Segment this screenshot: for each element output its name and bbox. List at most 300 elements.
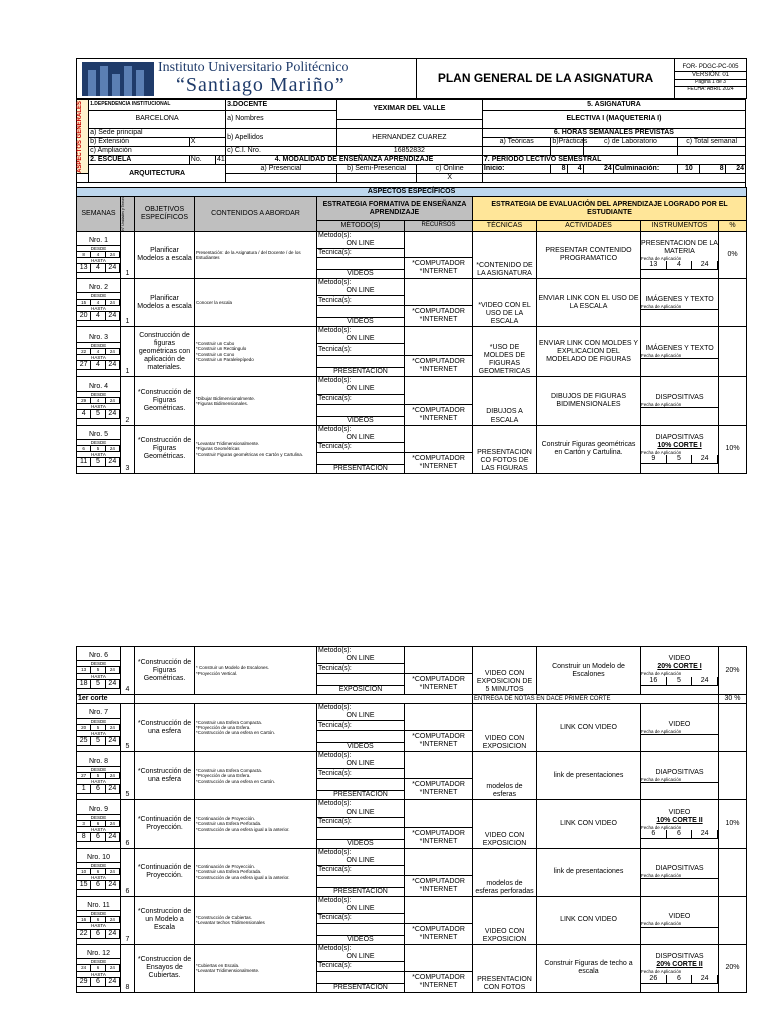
tecnica-label: Tecnica(s): — [317, 913, 405, 923]
fecha-aplicacion-date-part: 5 — [667, 677, 693, 686]
corte-text: ENTREGA DE NOTAS EN DACE PRIMER CORTE — [473, 695, 719, 704]
estrategia-evaluacion-header: ESTRATEGIA DE EVALUACIÓN DEL APRENDIZAJE LOGRADO POR EL ESTUDIANTE — [473, 197, 747, 220]
fecha-aplicacion-date-part: 24 — [692, 261, 718, 270]
week-start-date-part: 4 — [91, 252, 105, 258]
metodo-label — [317, 944, 405, 961]
week-start-date-part: 4 — [91, 398, 105, 404]
metodo-label-text: Metodo(s): — [318, 704, 352, 712]
instrumento-text: DIAPOSITIVAS — [655, 433, 704, 441]
content-text: *Dibujar Bidimensionalmente. *Figuras Bidimensionales. — [195, 377, 317, 425]
method-tecnica-value: PRESENTACION — [317, 791, 405, 800]
week-start-date — [77, 667, 120, 673]
instrumento-cell — [641, 704, 719, 752]
unit-number — [121, 231, 135, 278]
unit-number-text: 2 — [125, 416, 130, 424]
docente-names: YEXIMAR DEL VALLE — [336, 100, 482, 120]
unit-number-text: 1 — [125, 318, 130, 326]
content-text: *Levantar Tridimensionalmente. *Figuras Geométricas *Construir Figuras geométricas en Cartón y Cartulina. — [195, 425, 317, 473]
fecha-aplicacion-label: Fecha de Aplicación — [641, 255, 682, 261]
week-start-date-part: 5 — [91, 446, 105, 452]
content-text: *Construir una Esfera Compacta. *Proyección de una Esfera. *Construcción de una esfera en Cartón. — [195, 752, 317, 800]
metodo-label — [317, 647, 405, 664]
hasta-label: HASTA — [77, 404, 120, 410]
metodo-label — [317, 800, 405, 817]
fecha-aplicacion-date-part — [667, 734, 693, 735]
week-cell — [77, 896, 121, 944]
method-tecnica-value: VIDEOS — [317, 416, 405, 425]
recursos-text: *COMPUTADOR *INTERNET — [405, 731, 473, 752]
dependency-label: 1.DEPENDENCIA INSTITUCIONAL — [89, 100, 226, 111]
fecha-aplicacion-date-part: 9 — [641, 455, 667, 464]
week-cell — [77, 425, 121, 473]
content-text: *Continuación de Proyección. *Construir una Esfera Perforada. *Construcción de una esfera igual a la anterior. — [195, 848, 317, 896]
tecnica-label: Tecnica(s): — [317, 865, 405, 875]
content-text: *Continuación de Proyección. *Construir una Esfera Perforada. *Construcción de una esfera igual a la anterior. — [195, 800, 317, 848]
actividades-header: ACTIVIDADES — [537, 220, 641, 231]
percentage-text — [719, 377, 747, 425]
percentage-text: 20% — [719, 647, 747, 695]
fecha-aplicacion-label: Fecha de Aplicación — [641, 824, 682, 830]
hasta-label: HASTA — [77, 674, 120, 680]
unit-number — [121, 896, 135, 944]
tecnica-text: DIBUJOS A ESCALA — [473, 377, 537, 425]
online-text: ON LINE — [346, 952, 375, 960]
fecha-aplicacion-label: Fecha de Aplicación — [641, 921, 682, 927]
week-end-date-part: 25 — [77, 737, 91, 746]
method-tecnica-value: VIDEOS — [317, 318, 405, 327]
week-end-date — [77, 680, 120, 689]
fecha-aplicacion-date-part — [641, 734, 667, 735]
fecha-aplicacion-date — [641, 407, 718, 408]
inicio-label: Inicio: — [482, 165, 550, 174]
fecha-aplicacion-date — [641, 830, 718, 839]
week-end-date — [77, 737, 120, 746]
week-start-date-part: 24 — [106, 667, 120, 673]
percentage-text: 10% — [719, 425, 747, 473]
actividad-text: LINK CON VIDEO — [537, 704, 641, 752]
week-end-date — [77, 881, 120, 890]
objective-text: *Construccion de Ensayos de Cubiertas. — [135, 944, 195, 992]
objective-text: *Construcción de una esfera — [135, 704, 195, 752]
week-start-date-part: 3 — [77, 821, 91, 827]
objective-text: *Construccion de un Modelo a Escala — [135, 896, 195, 944]
week-end-date-part: 8 — [77, 833, 91, 842]
instrumento-text: DISPOSITIVAS — [655, 393, 704, 401]
recursos-blank — [405, 231, 473, 257]
unit-number — [121, 944, 135, 992]
no-label: No. — [189, 156, 215, 165]
laboratorio-label: c) de Laboratorio — [583, 138, 678, 147]
specific-aspects-table — [76, 187, 747, 473]
online-text: ON LINE — [346, 287, 375, 295]
instrumento-text: VIDEO — [668, 913, 691, 921]
fecha-aplicacion-date-part — [641, 878, 667, 879]
week-end-date-part: 24 — [106, 361, 120, 370]
fecha-aplicacion-date-part — [641, 782, 667, 783]
extension-label: b) Extensión — [89, 138, 190, 147]
week-end-date-part: 4 — [77, 410, 91, 419]
week-start-date-part: 13 — [77, 667, 91, 673]
instrumento-cell — [641, 752, 719, 800]
fecha-aplicacion-date — [641, 358, 718, 359]
hasta-label: HASTA — [77, 258, 120, 264]
fecha-aplicacion-label: Fecha de Aplicación — [641, 969, 682, 975]
fecha-aplicacion-date-part: 24 — [692, 830, 718, 839]
recursos-text: *COMPUTADOR *INTERNET — [405, 971, 473, 992]
week-end-date-part: 4 — [91, 264, 105, 273]
week-start-date-part: 6 — [91, 821, 105, 827]
fecha-aplicacion-date-part — [641, 358, 667, 359]
recursos-blank — [405, 800, 473, 827]
sede-label: a) Sede principal — [89, 129, 226, 138]
method-blank — [317, 306, 405, 318]
no-value: 41 — [216, 156, 225, 164]
metodo-label — [317, 848, 405, 865]
fecha-aplicacion-date — [641, 734, 718, 735]
week-end-date-part: 29 — [77, 978, 91, 987]
tecnica-text: modelos de esferas perforadas — [473, 848, 537, 896]
actividad-text: ENVIAR LINK CON MOLDES Y EXPLICACION DEL MODELADO DE FIGURAS — [537, 327, 641, 377]
week-end-date — [77, 978, 120, 987]
week-cell — [77, 647, 121, 695]
week-end-date-part: 24 — [106, 881, 120, 890]
tecnica-text: VIDEO CON EXPOSICION — [473, 800, 537, 848]
week-end-date-part: 6 — [91, 930, 105, 939]
week-start-date-part: 24 — [106, 446, 120, 452]
fecha-aplicacion-date-part — [667, 927, 693, 928]
recursos-text: *COMPUTADOR *INTERNET — [405, 452, 473, 473]
fecha-aplicacion-date — [641, 927, 718, 928]
recursos-blank — [405, 704, 473, 731]
week-end-date-part: 27 — [77, 361, 91, 370]
fecha-aplicacion-date-part — [692, 734, 718, 735]
unit-number — [121, 752, 135, 800]
week-number: Nro. 7 — [77, 709, 120, 718]
instrumento-cell — [641, 896, 719, 944]
ci-value: 16852832 — [336, 147, 482, 156]
week-end-date — [77, 264, 120, 273]
week-end-date-part: 24 — [106, 312, 120, 321]
recursos-blank — [405, 752, 473, 779]
week-number: Nro. 4 — [77, 383, 120, 392]
tecnica-label: Tecnica(s): — [317, 817, 405, 827]
semanas-header: SEMANAS — [77, 197, 121, 232]
extension-mark: X — [189, 138, 225, 147]
objective-text: *Construcción de Figuras Geométricas. — [135, 425, 195, 473]
instrumento-cell — [641, 279, 719, 327]
fecha-aplicacion-date-part — [692, 927, 718, 928]
desde-label: DESDE — [77, 392, 120, 398]
objective-text: *Continuación de Proyección. — [135, 800, 195, 848]
fecha-aplicacion-date-part — [667, 407, 693, 408]
fecha-aplicacion-label: Fecha de Aplicación — [641, 352, 682, 358]
instrumento-text: PRESENTACION DE LA MATERIA — [641, 239, 718, 255]
desde-label: DESDE — [77, 959, 120, 965]
method-blank — [317, 731, 405, 743]
asignatura-value: ELECTIVA I (MAQUETERIA I) — [482, 111, 745, 129]
unit-number — [121, 704, 135, 752]
week-end-date-part: 11 — [77, 458, 91, 467]
week-number: Nro. 11 — [77, 902, 120, 911]
fecha-aplicacion-date — [641, 261, 718, 270]
institution-logo-icon — [82, 62, 154, 96]
online-text: ON LINE — [346, 856, 375, 864]
ci-label: c) C.I. Nro. — [226, 147, 337, 156]
week-end-date-part: 24 — [106, 264, 120, 273]
method-tecnica-value: VIDEOS — [317, 270, 405, 279]
corte-text: 10% CORTE II — [656, 816, 703, 824]
corte-text: 10% CORTE I — [657, 441, 702, 449]
week-end-date-part: 5 — [91, 737, 105, 746]
method-blank — [317, 674, 405, 686]
method-tecnica-value: VIDEOS — [317, 839, 405, 848]
fecha-aplicacion-date-part — [692, 407, 718, 408]
method-tecnica-value: VIDEOS — [317, 935, 405, 944]
week-number: Nro. 8 — [77, 758, 120, 767]
desde-label: DESDE — [77, 911, 120, 917]
week-start-date-part: 6 — [77, 446, 91, 452]
form-version: VERSIÓN: 01 — [675, 72, 746, 80]
week-cell — [77, 848, 121, 896]
fecha-aplicacion-label: Fecha de Aplicación — [641, 728, 682, 734]
week-end-date — [77, 930, 120, 939]
week-number: Nro. 2 — [77, 284, 120, 293]
semipresencial-label: b) Semi-Presencial — [336, 165, 417, 174]
method-blank — [317, 404, 405, 416]
week-end-date-part: 24 — [106, 410, 120, 419]
metodo-label — [317, 327, 405, 344]
week-number: Nro. 1 — [77, 237, 120, 246]
hasta-label: HASTA — [77, 355, 120, 361]
desde-label: DESDE — [77, 815, 120, 821]
desde-label: DESDE — [77, 293, 120, 299]
objective-text: *Continuación de Proyección. — [135, 848, 195, 896]
content-text: Conocer la escala — [195, 279, 317, 327]
objective-text: Planificar Modelos a escala — [135, 231, 195, 278]
culminacion-day: 10 — [678, 165, 700, 174]
metodo-label — [317, 231, 405, 248]
document-title: PLAN GENERAL DE LA ASIGNATURA — [417, 59, 675, 99]
tecnica-text: modelos de esferas — [473, 752, 537, 800]
method-blank — [317, 258, 405, 270]
week-cell — [77, 800, 121, 848]
percentage-text — [719, 704, 747, 752]
escuela-value: ARQUITECTURA — [89, 165, 226, 183]
institution-logo-cell — [77, 59, 417, 99]
week-number: Nro. 9 — [77, 806, 120, 815]
ampliacion-label: c) Ampliación — [89, 147, 226, 156]
unit-number-text: 7 — [125, 935, 130, 943]
tecnica-label: Tecnica(s): — [317, 769, 405, 779]
recursos-text: *COMPUTADOR *INTERNET — [405, 356, 473, 377]
unit-number-text: 5 — [125, 791, 130, 799]
fecha-aplicacion-date — [641, 975, 718, 984]
week-start-date-part: 24 — [106, 965, 120, 971]
unit-number-text: 1 — [125, 368, 130, 376]
week-end-date-part: 4 — [91, 361, 105, 370]
content-text: *Construir una Esfera Compacta. *Proyección de una Esfera. *Construcción de una esfera en Cartón. — [195, 704, 317, 752]
week-end-date-part: 24 — [106, 680, 120, 689]
corte-text: 20% CORTE I — [657, 663, 702, 671]
week-start-date — [77, 725, 120, 731]
online-text: ON LINE — [346, 712, 375, 720]
unit-number-text: 6 — [125, 839, 130, 847]
modalidad-label: 4. MODALIDAD DE ENSEÑANZA APRENDIZAJE — [226, 156, 483, 165]
practicas-label: b)Prácticas — [552, 138, 588, 146]
general-aspects — [76, 99, 746, 183]
recursos-text: *COMPUTADOR *INTERNET — [405, 258, 473, 279]
recursos-header: RECURSOS — [405, 220, 473, 231]
metodo-label-text: Metodo(s): — [318, 327, 352, 335]
hasta-label: HASTA — [77, 875, 120, 881]
desde-label: DESDE — [77, 661, 120, 667]
week-cell — [77, 944, 121, 992]
week-start-date-part: 24 — [106, 252, 120, 258]
tecnica-text: VIDEO CON EXPOSICION DE 5 MINUTOS — [473, 647, 537, 695]
fecha-aplicacion-date-part: 6 — [641, 830, 667, 839]
fecha-aplicacion-date-part: 6 — [667, 975, 693, 984]
percentage-text: 0% — [719, 231, 747, 278]
inicio-month: 4 — [567, 165, 583, 174]
plan-page-1 — [76, 58, 746, 474]
desde-label: DESDE — [77, 246, 120, 252]
fecha-aplicacion-date-part — [667, 782, 693, 783]
unit-number — [121, 800, 135, 848]
fecha-aplicacion-date — [641, 455, 718, 464]
week-start-date-part: 24 — [106, 917, 120, 923]
method-tecnica-value: PRESENTACION — [317, 887, 405, 896]
fecha-aplicacion-date-part: 26 — [641, 975, 667, 984]
week-number: Nro. 10 — [77, 854, 120, 863]
week-number: Nro. 3 — [77, 334, 120, 343]
week-end-date-part: 1 — [77, 785, 91, 794]
week-end-date-part: 24 — [106, 978, 120, 987]
week-start-date — [77, 965, 120, 971]
instrumento-text: DIAPOSITIVAS — [655, 864, 704, 872]
week-end-date-part: 5 — [91, 680, 105, 689]
week-start-date-part: 22 — [77, 349, 91, 355]
institute-subname: “Santiago Mariño” — [176, 74, 345, 97]
fecha-aplicacion-date-part — [692, 358, 718, 359]
week-end-date-part: 24 — [106, 737, 120, 746]
week-start-date-part: 24 — [106, 869, 120, 875]
method-tecnica-value: PRESENTACION — [317, 983, 405, 992]
hasta-label: HASTA — [77, 452, 120, 458]
recursos-blank — [405, 425, 473, 452]
method-blank — [317, 452, 405, 464]
week-end-date-part: 22 — [77, 930, 91, 939]
instrumento-text: IMÁGENES Y TEXTO — [645, 295, 714, 303]
inicio-day: 8 — [551, 165, 567, 174]
recursos-blank — [405, 647, 473, 674]
fecha-aplicacion-date — [641, 677, 718, 686]
instrumento-text: VIDEO — [668, 655, 691, 663]
unit-number — [121, 425, 135, 473]
week-number: Nro. 5 — [77, 431, 120, 440]
metodo-label-text: Metodo(s): — [318, 944, 352, 952]
metodo-label — [317, 279, 405, 296]
actividad-text: DIBUJOS DE FIGURAS BIDIMENSIONALES — [537, 377, 641, 425]
content-text: *Cubiertas en Escala. *Levantar Tridimensionalmente. — [195, 944, 317, 992]
recursos-blank — [405, 848, 473, 875]
actividad-text: PRESENTAR CONTENIDO PROGRAMATICO — [537, 231, 641, 278]
periodo-label: 7. PERIODO LECTIVO SEMESTRAL — [482, 156, 745, 165]
week-end-date-part: 24 — [106, 930, 120, 939]
tecnica-label: Tecnica(s): — [317, 961, 405, 971]
method-tecnica-value: EXPOSICION — [317, 686, 405, 695]
week-cell — [77, 231, 121, 278]
tecnica-text: *USO DE MOLDES DE FIGURAS GEOMETRICAS — [473, 327, 537, 377]
plan-page-2 — [76, 646, 746, 993]
tecnica-text: VIDEO CON EXPOSICION — [473, 704, 537, 752]
week-end-date-part: 5 — [91, 458, 105, 467]
desde-label: DESDE — [77, 767, 120, 773]
actividad-text: ENVIAR LINK CON EL USO DE LA ESCALA — [537, 279, 641, 327]
recursos-blank — [405, 896, 473, 923]
fecha-aplicacion-date-part — [641, 309, 667, 310]
method-blank — [317, 971, 405, 983]
week-cell — [77, 377, 121, 425]
content-text: *Construir un Cubo *Construir un Rectángulo *Construir un Cono *Construir un Paralelepípedo — [195, 327, 317, 377]
recursos-blank — [405, 279, 473, 306]
week-start-date-part: 15 — [77, 300, 91, 306]
week-start-date-part: 5 — [91, 667, 105, 673]
actividad-text: LINK CON VIDEO — [537, 800, 641, 848]
week-end-date-part: 20 — [77, 312, 91, 321]
week-number: Nro. 6 — [77, 652, 120, 661]
fecha-aplicacion-date-part: 24 — [692, 677, 718, 686]
recursos-text: *COMPUTADOR *INTERNET — [405, 404, 473, 425]
week-start-date-part: 27 — [77, 773, 91, 779]
form-code: FOR- PDGC-PC-005 — [675, 64, 746, 72]
culminacion-year: 24 — [725, 165, 745, 174]
week-start-date-part: 24 — [106, 300, 120, 306]
hasta-label: HASTA — [77, 923, 120, 929]
instrumento-text: DISPOSITIVAS — [655, 953, 704, 961]
week-end-date-part: 24 — [106, 833, 120, 842]
week-end-date-part: 4 — [91, 312, 105, 321]
fecha-aplicacion-date-part: 16 — [641, 677, 667, 686]
tecnica-label: Tecnica(s): — [317, 442, 405, 452]
percentage-text: 10% — [719, 800, 747, 848]
method-blank — [317, 779, 405, 791]
online-text: ON LINE — [346, 655, 375, 663]
tecnica-text: *VIDEO CON EL USO DE LA ESCALA — [473, 279, 537, 327]
tecnica-label: Tecnica(s): — [317, 344, 405, 356]
fecha-aplicacion-date-part — [641, 927, 667, 928]
instrumento-cell — [641, 800, 719, 848]
hasta-label: HASTA — [77, 972, 120, 978]
week-end-date-part: 13 — [77, 264, 91, 273]
online-text: ON LINE — [346, 335, 375, 343]
fecha-aplicacion-date-part — [692, 309, 718, 310]
week-end-date — [77, 361, 120, 370]
fecha-aplicacion-date-part: 13 — [641, 261, 667, 270]
teoricas-label: a) Teóricas — [482, 138, 550, 147]
week-start-date-part: 5 — [91, 725, 105, 731]
week-start-date-part: 5 — [91, 773, 105, 779]
recursos-text: *COMPUTADOR *INTERNET — [405, 923, 473, 944]
metodo-label-text: Metodo(s): — [318, 800, 352, 808]
actividad-text: link de presentaciones — [537, 752, 641, 800]
unit-number-text: 3 — [125, 464, 130, 472]
tecnica-text: PRESENTACION CON FOTOS — [473, 944, 537, 992]
percentage-text: 20% — [719, 944, 747, 992]
form-date: FECHA: ABRIL 2024 — [687, 85, 734, 92]
week-cell — [77, 327, 121, 377]
corte-pct: 30 % — [719, 695, 747, 704]
specific-aspects-table-2 — [76, 646, 747, 993]
